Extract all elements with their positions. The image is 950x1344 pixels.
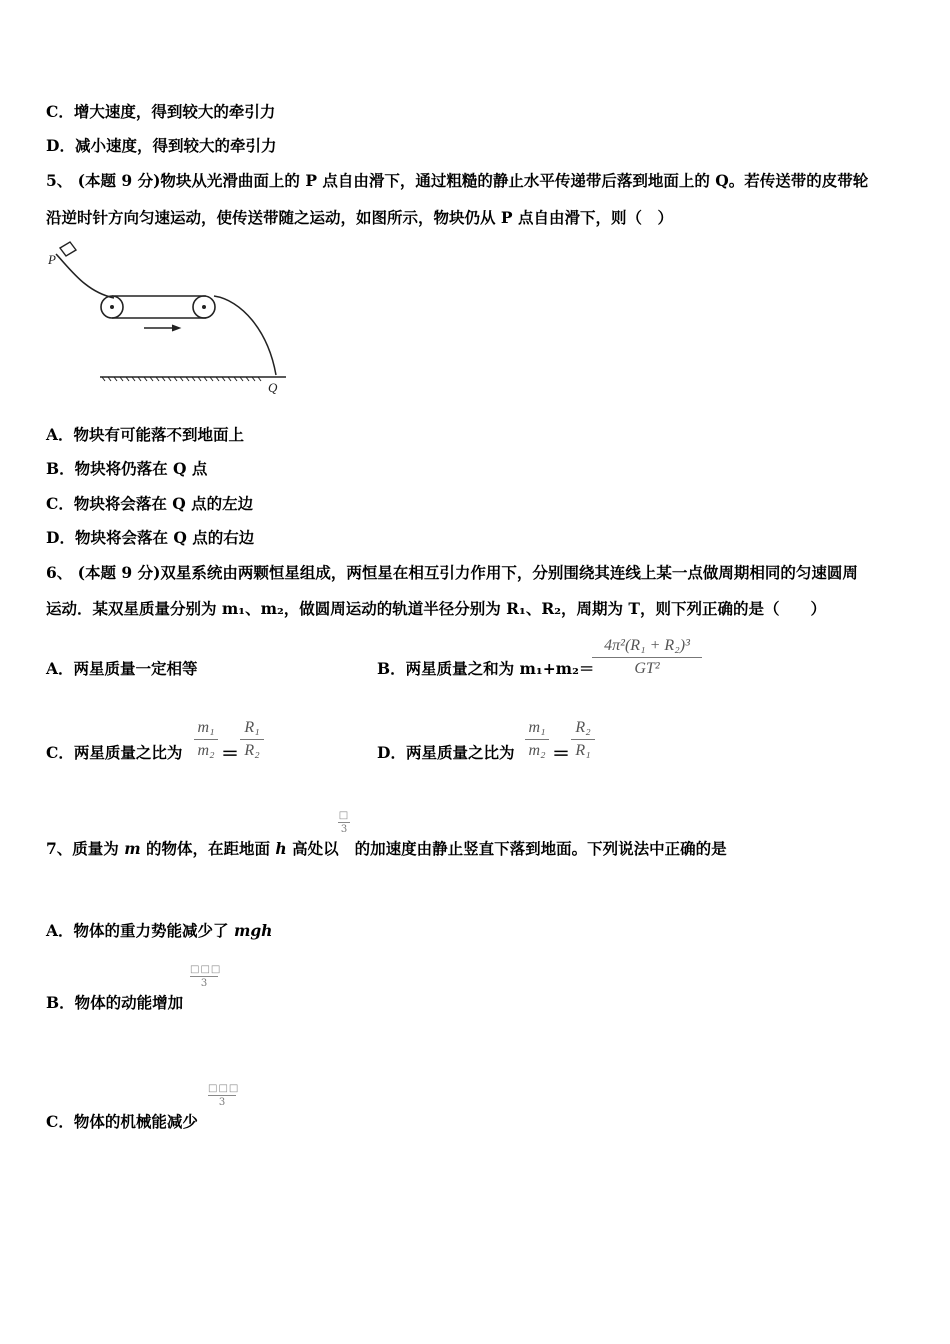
option-label: D．: [46, 136, 75, 155]
stem-pre: 7、质量为: [46, 839, 125, 858]
q5-option-b: [46, 459, 207, 479]
option-text: 增大速度，得到较大的牵引力: [73, 102, 276, 121]
option-text: 物体的机械能减少: [73, 1112, 198, 1131]
right-pulley-axle: [202, 305, 206, 309]
numerator: R₁: [244, 719, 260, 736]
numerator: □: [338, 810, 350, 821]
denominator: 3: [340, 824, 348, 835]
option-text: 两星质量之比为: [73, 743, 183, 762]
q7-b-fraction: [190, 964, 222, 989]
option-label: C．: [46, 102, 74, 121]
numerator: m₁: [528, 719, 546, 736]
option-text: 两星质量之和为 m₁+m₂＝: [405, 659, 595, 678]
option-label: C．: [46, 494, 74, 513]
numerator: □□□: [208, 1083, 240, 1094]
option-text: 两星质量一定相等: [73, 659, 198, 678]
q7-option-b: [46, 993, 183, 1013]
option-label: A．: [46, 659, 74, 678]
block-p-icon: [60, 242, 76, 256]
var-h: h: [275, 839, 287, 858]
q6-d-lhs-fraction: [525, 718, 549, 761]
q6-d-rhs-fraction: [571, 718, 595, 761]
denominator: 3: [200, 978, 208, 989]
numerator: R₂: [575, 719, 591, 736]
q6-stem-line1: 6、 (本题 9 分)双星系统由两颗恒星组成，两恒星在相互引力作用下，分别围绕其连线上某一点做周期相同的匀速圆周: [46, 563, 858, 582]
trajectory-curve: [214, 296, 276, 375]
option-label: D．: [377, 743, 406, 762]
q7-stem: [46, 839, 727, 859]
option-text: 物块将会落在 Q 点的左边: [73, 494, 254, 513]
q7-option-a: [46, 921, 272, 941]
q7-accel-fraction: [338, 810, 350, 835]
q6-option-c: [46, 743, 182, 763]
option-label: A．: [46, 921, 74, 940]
q5-option-c: [46, 494, 253, 514]
option-math: mgh: [233, 921, 273, 940]
option-label: D．: [46, 528, 75, 547]
denominator: 3: [218, 1097, 226, 1108]
denominator: m₂: [197, 742, 215, 759]
slope-curve: [56, 254, 114, 298]
stem-mid2: 高处以: [286, 839, 339, 858]
var-m: m: [124, 839, 141, 858]
q6-b-formula: [592, 636, 702, 679]
option-label: A．: [46, 425, 74, 444]
option-text: 物块将会落在 Q 点的右边: [74, 528, 255, 547]
q5-stem-line2: 沿逆时针方向匀速运动，使传送带随之运动，如图所示，物块仍从 P 点自由滑下，则（ ）: [46, 208, 673, 227]
option-text: 物块将仍落在 Q 点: [74, 459, 208, 478]
option-label: B．: [46, 459, 75, 478]
denominator: m₂: [528, 742, 546, 759]
label-q: Q: [268, 380, 278, 395]
option-label: B．: [377, 659, 406, 678]
equals-sign: ＝: [552, 744, 570, 765]
q6-c-rhs-fraction: [240, 718, 264, 761]
q6-c-lhs-fraction: [194, 718, 218, 761]
left-pulley-axle: [110, 305, 114, 309]
option-label: C．: [46, 743, 74, 762]
q4-option-d: [46, 136, 276, 156]
option-text: 物块有可能落不到地面上: [73, 425, 245, 444]
q5-stem-line1: 5、 (本题 9 分)物块从光滑曲面上的 P 点自由滑下，通过粗糙的静止水平传递带后落到地面上的 Q。若传送带的皮带轮: [46, 171, 869, 190]
option-text: 两星质量之比为: [405, 743, 515, 762]
option-text: 减小速度，得到较大的牵引力: [74, 136, 277, 155]
q5-option-a: [46, 425, 244, 445]
label-p: P: [48, 252, 56, 267]
q4-option-c: [46, 102, 275, 122]
formula-denominator: GT²: [634, 660, 660, 677]
q6-option-b: [377, 659, 594, 679]
equals-sign: ＝: [221, 744, 239, 765]
option-text: 物体的重力势能减少了: [73, 921, 234, 940]
formula-numerator: 4π²(R₁ + R₂)³: [604, 637, 690, 654]
stem-post: 的加速度由静止竖直下落到地面。下列说法中正确的是: [354, 839, 727, 858]
conveyor-belt-figure: [46, 240, 296, 400]
numerator: □□□: [190, 964, 222, 975]
q6-stem-line2: 运动．某双星质量分别为 m₁、m₂，做圆周运动的轨道半径分别为 R₁、R₂，周期为 T，则下列正确的是（ ）: [46, 599, 826, 618]
denominator: R₁: [575, 742, 591, 759]
stem-mid: 的物体，在距地面: [140, 839, 276, 858]
option-label: C．: [46, 1112, 74, 1131]
q6-option-a: [46, 659, 198, 679]
numerator: m₁: [197, 719, 215, 736]
option-text: 物体的动能增加: [74, 993, 184, 1012]
q7-option-c: [46, 1112, 198, 1132]
arrow-head: [172, 325, 180, 331]
denominator: R₂: [244, 742, 260, 759]
q5-option-d: [46, 528, 254, 548]
q6-option-d: [377, 743, 514, 763]
q7-c-fraction: [208, 1083, 240, 1108]
option-label: B．: [46, 993, 75, 1012]
